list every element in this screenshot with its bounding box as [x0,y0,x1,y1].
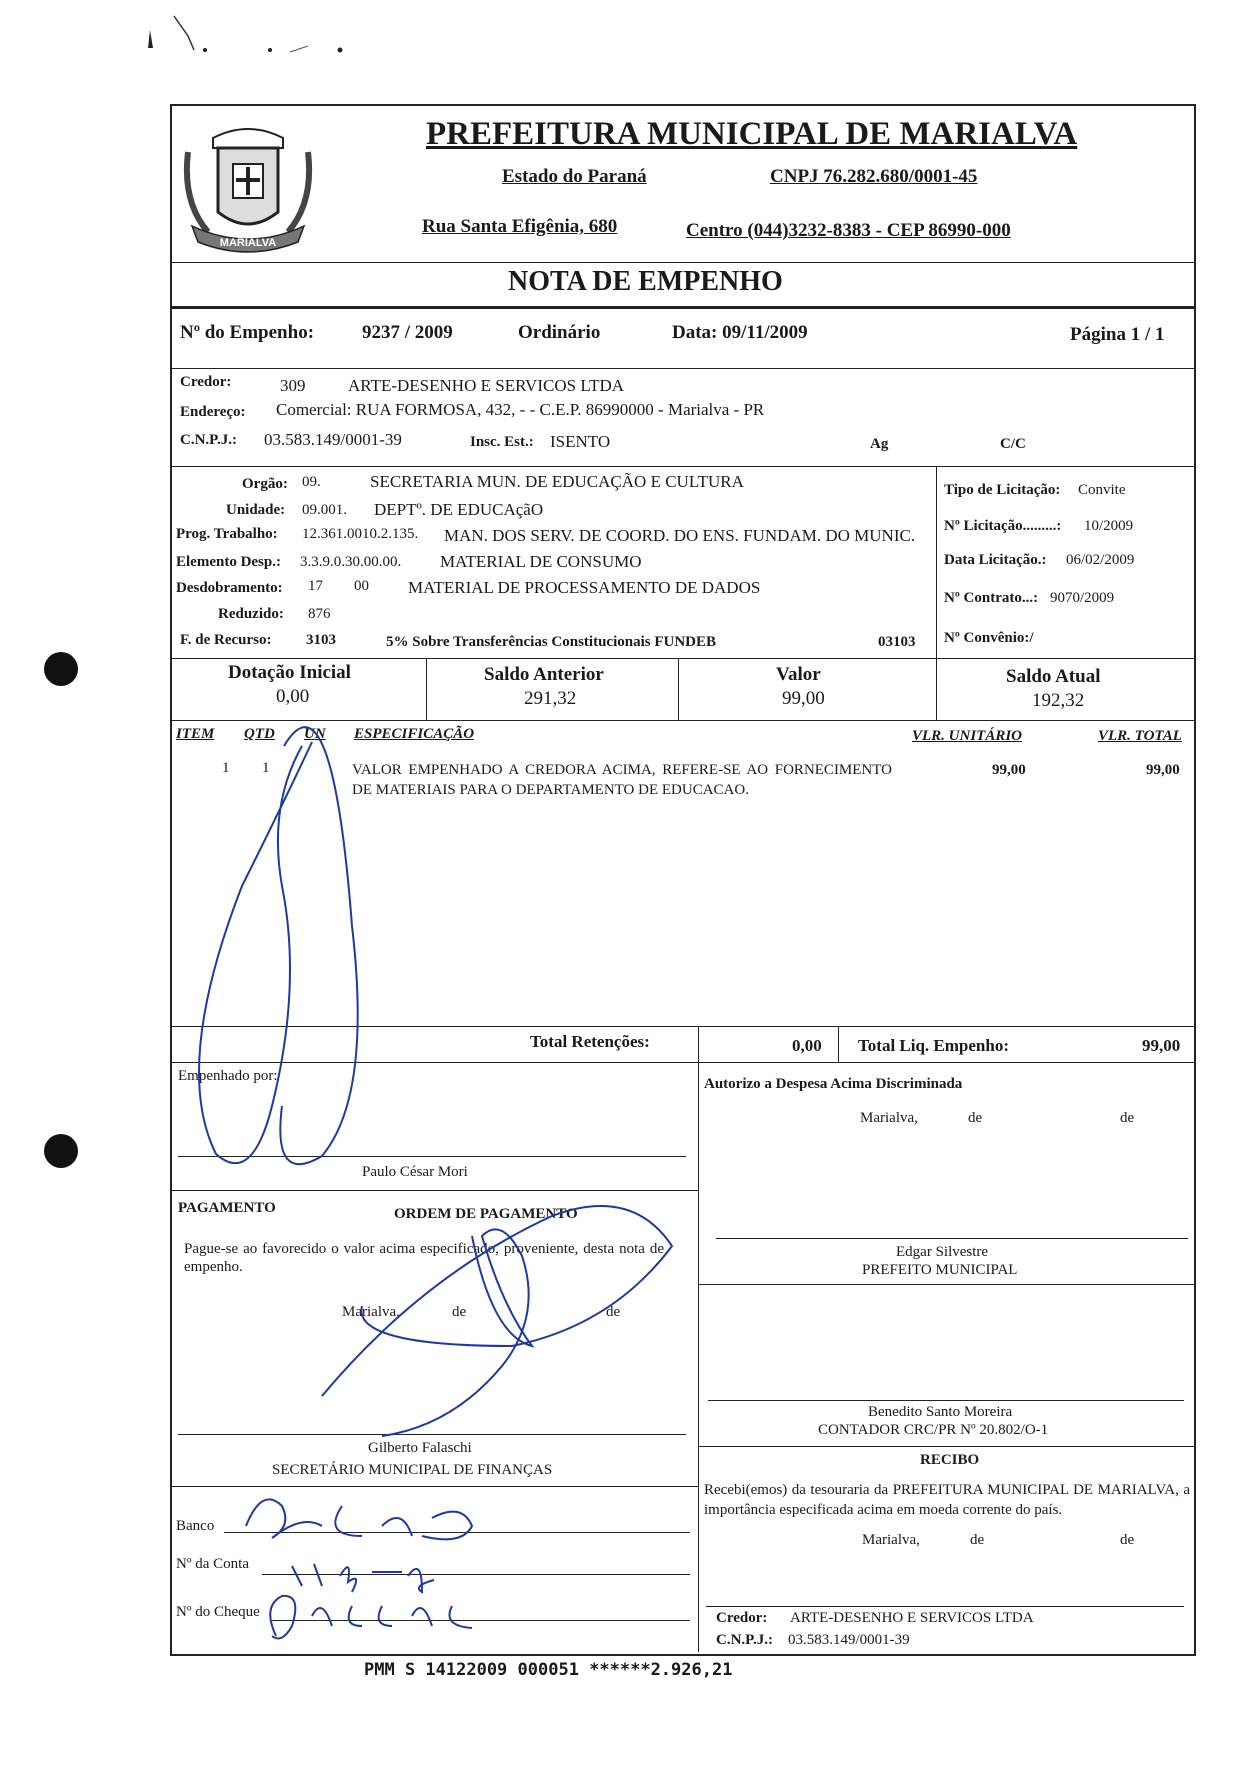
contador-name: Benedito Santo Moreira [868,1404,1013,1420]
prefeito-role: PREFEITO MUNICIPAL [862,1262,1018,1278]
punch-hole-2 [44,1134,78,1168]
total-retencoes-value: 0,00 [792,1036,822,1055]
pagamento-signer-role: SECRETÁRIO MUNICIPAL DE FINANÇAS [272,1462,553,1478]
empenho-page: Página 1 / 1 [1070,324,1165,345]
cnpj-value: 03.583.149/0001-39 [264,430,402,449]
recibo-credor-label: Credor: [716,1610,768,1626]
num-licitacao-label: Nº Licitação.........: [944,518,1062,534]
pagamento-de-1: de [452,1304,467,1320]
data-licitacao-label: Data Licitação.: [944,552,1047,568]
saldo-atual-label: Saldo Atual [1006,666,1101,687]
insc-value: ISENTO [550,432,611,451]
header-title: PREFEITURA MUNICIPAL DE MARIALVA [426,116,1078,152]
header-cnpj: CNPJ 76.282.680/0001-45 [770,166,978,187]
total-liq-label: Total Liq. Empenho: [858,1036,1009,1055]
prog-code: 12.361.0010.2.135. [302,526,419,542]
unidade-code: 09.001. [302,502,347,518]
elemento-value: MATERIAL DE CONSUMO [440,552,642,571]
prog-value: MAN. DOS SERV. DE COORD. DO ENS. FUNDAM. DO MUNIC. [444,526,916,545]
header-state: Estado do Paraná [502,166,647,187]
empenho-type: Ordinário [518,322,601,343]
elemento-code: 3.3.9.0.30.00.00. [300,554,402,570]
recibo-place: Marialva, [862,1532,920,1548]
crest-banner-text: MARIALVA [219,237,277,249]
dotacao-inicial-value: 0,00 [276,686,310,707]
recibo-credor-value: ARTE-DESENHO E SERVICOS LTDA [790,1610,1034,1626]
contrato-label: Nº Contrato...: [944,590,1039,606]
total-retencoes-label: Total Retenções: [530,1032,650,1051]
cnpj-label: C.N.P.J.: [180,432,237,448]
saldo-atual-value: 192,32 [1032,690,1085,711]
endereco-label: Endereço: [180,404,246,420]
autorizo-de-1: de [968,1110,983,1126]
header-address: Rua Santa Efigênia, 680 [422,216,618,237]
recibo-cnpj-label: C.N.P.J.: [716,1632,773,1648]
autorizo-place: Marialva, [860,1110,918,1126]
desdobramento-code-2: 00 [354,578,369,594]
recibo-cnpj-value: 03.583.149/0001-39 [788,1632,910,1648]
empenho-number: 9237 / 2009 [362,322,453,343]
recurso-label: F. de Recurso: [180,632,272,648]
recibo-label: RECIBO [920,1452,980,1468]
saldo-anterior-value: 291,32 [524,688,577,709]
header-district-phone-cep: Centro (044)3232-8383 - CEP 86990-000 [686,220,1011,241]
cheque-label: Nº do Cheque [176,1604,260,1620]
tipo-licitacao-label: Tipo de Licitação: [944,482,1061,498]
data-licitacao-value: 06/02/2009 [1066,552,1135,568]
orgao-label: Orgão: [242,476,288,492]
orgao-value: SECRETARIA MUN. DE EDUCAÇÃO E CULTURA [370,472,744,491]
prefeito-name: Edgar Silvestre [896,1244,989,1260]
row-total: 99,00 [1146,762,1180,778]
pagamento-place: Marialva, [342,1304,400,1320]
tipo-licitacao-value: Convite [1078,482,1126,498]
pagamento-label: PAGAMENTO [178,1200,276,1216]
cc-label: C/C [1000,436,1026,452]
col-un-header: UN [304,726,326,742]
dotacao-inicial-label: Dotação Inicial [228,662,351,683]
insc-label: Insc. Est.: [470,434,534,450]
nota-de-empenho-form [170,104,1196,1656]
col-unit-header: VLR. UNITÁRIO [912,728,1023,744]
empenhado-label: Empenhado por: [178,1068,278,1084]
ordem-pagamento-label: ORDEM DE PAGAMENTO [394,1206,578,1222]
credor-code: 309 [280,376,306,395]
row-item: 1 [222,760,230,776]
scan-marks [130,10,350,60]
saldo-anterior-label: Saldo Anterior [484,664,604,685]
reduzido-value: 876 [308,606,331,622]
elemento-label: Elemento Desp.: [176,554,281,570]
pagamento-text: Pague-se ao favorecido o valor acima especificado, proveniente, desta nota de empenho. [184,1241,664,1275]
conta-label: Nº da Conta [176,1556,249,1572]
credor-label: Credor: [180,374,232,390]
recibo-de-2: de [1120,1532,1135,1548]
endereco-value: Comercial: RUA FORMOSA, 432, - - C.E.P. 86990000 - Marialva - PR [276,400,765,419]
desdobramento-label: Desdobramento: [176,580,283,596]
row-spec: VALOR EMPENHADO A CREDORA ACIMA, REFERE-SE AO FORNECIMENTO DE MATERIAIS PARA O DEPARTAMENTO DE EDUCACAO. [352,762,892,798]
total-liq-value: 99,00 [1142,1036,1181,1055]
pagamento-de-2: de [606,1304,621,1320]
pagamento-signer-name: Gilberto Falaschi [368,1440,472,1456]
ag-label: Ag [870,436,889,452]
col-spec-header: ESPECIFICAÇÃO [354,726,475,742]
col-item-header: ITEM [176,726,215,742]
autorizo-de-2: de [1120,1110,1135,1126]
footer-stamp: PMM S 14122009 000051 ******2.926,21 [364,1660,733,1680]
orgao-code: 09. [302,474,321,490]
reduzido-label: Reduzido: [218,606,284,622]
doc-title: NOTA DE EMPENHO [508,266,783,297]
row-unit: 99,00 [992,762,1026,778]
col-total-header: VLR. TOTAL [1098,728,1182,744]
banco-label: Banco [176,1518,215,1534]
num-licitacao-value: 10/2009 [1084,518,1134,534]
desdobramento-code-1: 17 [308,578,323,594]
recibo-text: Recebi(emos) da tesouraria da PREFEITURA MUNICIPAL DE MARIALVA, a importância especificada acima em moeda corrente do país. [704,1482,1190,1518]
autorizo-label: Autorizo a Despesa Acima Discriminada [704,1076,963,1092]
unidade-value: DEPTº. DE EDUCAçãO [374,500,544,519]
empenho-date: Data: 09/11/2009 [672,322,808,343]
valor-label: Valor [776,664,821,685]
convenio-label: Nº Convênio:/ [944,630,1034,646]
contrato-value: 9070/2009 [1050,590,1115,606]
punch-hole-1 [44,652,78,686]
contador-role: CONTADOR CRC/PR Nº 20.802/O-1 [818,1422,1049,1438]
empenho-label: Nº do Empenho: [180,322,315,343]
desdobramento-value: MATERIAL DE PROCESSAMENTO DE DADOS [408,578,761,597]
empenhado-name: Paulo César Mori [362,1164,468,1180]
prog-label: Prog. Trabalho: [176,526,278,542]
recurso-code-2: 03103 [878,634,916,650]
unidade-label: Unidade: [226,502,286,518]
row-qtd: 1 [262,760,270,776]
recibo-de-1: de [970,1532,985,1548]
credor-name: ARTE-DESENHO E SERVICOS LTDA [348,376,625,395]
recurso-value: 5% Sobre Transferências Constitucionais FUNDEB [386,634,717,650]
recurso-code: 3103 [306,632,336,648]
col-qtd-header: QTD [244,726,275,742]
valor-value: 99,00 [782,688,825,709]
handwritten-signatures [172,106,1194,1654]
